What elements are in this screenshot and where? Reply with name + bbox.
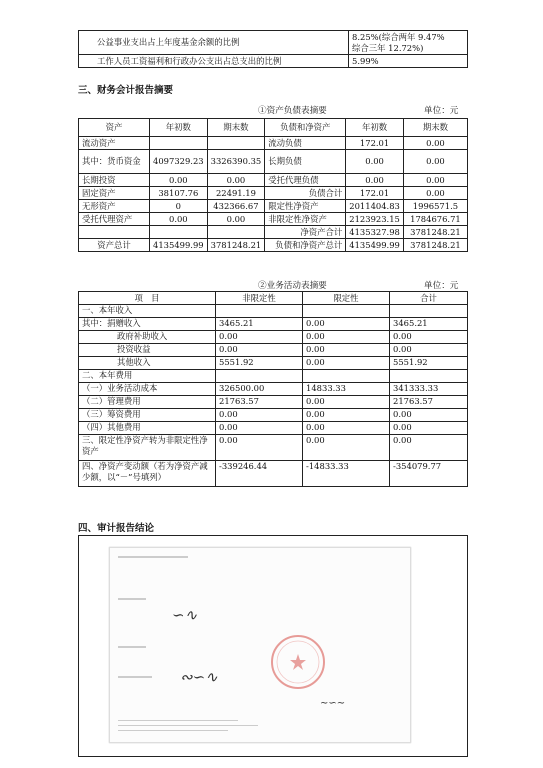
table-cell: 0.00: [207, 174, 265, 187]
table-cell: 38107.76: [150, 187, 208, 200]
column-header: 期末数: [207, 119, 265, 137]
table-cell: [79, 226, 150, 239]
table-cell: 326500.00: [216, 383, 303, 396]
table-row: [79, 174, 468, 187]
table-row: [79, 435, 468, 461]
table-row: [79, 396, 468, 409]
balance-sheet-table: [78, 118, 468, 252]
table-cell: 0.00: [303, 435, 390, 461]
signature-image: ∽∿: [172, 606, 198, 624]
column-header: 负债和净资产: [265, 119, 346, 137]
table-row: [79, 422, 468, 435]
audit-report-image: [78, 535, 468, 757]
table-cell: 受托代理资产: [79, 213, 150, 226]
table-cell: 0.00: [150, 174, 208, 187]
ratio-label: 公益事业支出占上年度基金余额的比例: [79, 31, 349, 55]
table-row: [79, 239, 468, 252]
table-cell: 3326390.35: [207, 150, 265, 174]
table-row: [79, 409, 468, 422]
table-cell: 0.00: [390, 422, 468, 435]
column-header: 合计: [390, 292, 468, 305]
table-cell: 0.00: [216, 331, 303, 344]
table-cell: 5551.92: [390, 357, 468, 370]
table-cell: [150, 226, 208, 239]
ratio-label: 工作人员工资福利和行政办公支出占总支出的比例: [79, 55, 349, 68]
table-cell: 341333.33: [390, 383, 468, 396]
table-cell: 0.00: [390, 344, 468, 357]
table-cell: 2011404.83: [346, 200, 404, 213]
table-row: [79, 137, 468, 150]
table-cell: [207, 137, 265, 150]
table-row: [79, 213, 468, 226]
table-cell: 四、净资产变动额（若为净资产减少额，以“－”号填列）: [79, 461, 216, 487]
table-cell: 21763.57: [390, 396, 468, 409]
ratio-value-line: 8.25%(综合两年 9.47%: [352, 31, 445, 42]
table-cell: 0.00: [390, 331, 468, 344]
column-header: 项 目: [79, 292, 216, 305]
table-cell: [150, 137, 208, 150]
table-cell: 22491.19: [207, 187, 265, 200]
table-cell: 4135327.98: [346, 226, 404, 239]
ratio-row: [79, 31, 468, 55]
table-caption: ①资产负债表摘要: [258, 106, 327, 116]
table-cell: 限定性净资产: [265, 200, 346, 213]
table-cell: 三、限定性净资产转为非限定性净资产: [79, 435, 216, 461]
table-cell: [207, 226, 265, 239]
table-cell: 4097329.23: [150, 150, 208, 174]
table-row: [79, 331, 468, 344]
table-cell: 无形资产: [79, 200, 150, 213]
table-cell: [216, 370, 303, 383]
date-handwriting-image: ∼∽∼: [320, 698, 346, 709]
table-cell: -354079.77: [390, 461, 468, 487]
table-cell: 0.00: [403, 174, 467, 187]
table-cell: 0.00: [403, 137, 467, 150]
table-row: [79, 226, 468, 239]
table-cell: 负债合计: [265, 187, 346, 200]
table-row: [79, 370, 468, 383]
table-cell: 流动负债: [265, 137, 346, 150]
table-cell: 3465.21: [216, 318, 303, 331]
scanned-audit-page: [109, 547, 411, 743]
section-title: 四、审计报告结论: [78, 523, 155, 534]
table-cell: 1996571.5: [403, 200, 467, 213]
column-header: 限定性: [303, 292, 390, 305]
table-cell: 0.00: [216, 435, 303, 461]
table-cell: 流动资产: [79, 137, 150, 150]
table-row: [79, 383, 468, 396]
table-cell: 0.00: [346, 150, 404, 174]
table-cell: 0.00: [390, 409, 468, 422]
table-cell: 3781248.21: [403, 226, 467, 239]
table-cell: 0.00: [303, 409, 390, 422]
table-header-row: [79, 292, 468, 305]
table-cell: 0.00: [303, 318, 390, 331]
table-cell: （二）管理费用: [79, 396, 216, 409]
table-row: [79, 187, 468, 200]
table-cell: 长期负债: [265, 150, 346, 174]
activity-table: [78, 291, 468, 487]
table-cell: [390, 370, 468, 383]
table-cell: （一）业务活动成本: [79, 383, 216, 396]
table-cell: 0.00: [150, 213, 208, 226]
table-cell: 其他收入: [79, 357, 216, 370]
table-cell: 0.00: [216, 409, 303, 422]
table-cell: 0.00: [403, 150, 467, 174]
section-title: 三、财务会计报告摘要: [78, 85, 174, 96]
table-cell: [303, 305, 390, 318]
table-cell: 0.00: [303, 422, 390, 435]
table-cell: 0.00: [207, 213, 265, 226]
table-row: [79, 305, 468, 318]
official-seal-image: [268, 632, 328, 692]
table-cell: 0: [150, 200, 208, 213]
table-cell: 4135499.99: [150, 239, 208, 252]
table-cell: 非限定性净资产: [265, 213, 346, 226]
table-cell: 0.00: [303, 344, 390, 357]
table-cell: 0.00: [303, 396, 390, 409]
column-header: 非限定性: [216, 292, 303, 305]
table-cell: 0.00: [216, 422, 303, 435]
ratio-value: 5.99%: [349, 55, 468, 68]
column-header: 年初数: [346, 119, 404, 137]
table-cell: 0.00: [303, 331, 390, 344]
table-cell: 其中：货币资金: [79, 150, 150, 174]
table-cell: 负债和净资产总计: [265, 239, 346, 252]
table-cell: 0.00: [303, 357, 390, 370]
table-cell: 净资产合计: [265, 226, 346, 239]
table-cell: [216, 305, 303, 318]
table-cell: 3465.21: [390, 318, 468, 331]
table-cell: 二、本年费用: [79, 370, 216, 383]
table-row: [79, 357, 468, 370]
column-header: 资产: [79, 119, 150, 137]
table-cell: 受托代理负债: [265, 174, 346, 187]
table-cell: 21763.57: [216, 396, 303, 409]
table-cell: 0.00: [390, 435, 468, 461]
table-cell: 0.00: [403, 187, 467, 200]
table-cell: 4135499.99: [346, 239, 404, 252]
table-cell: 432366.67: [207, 200, 265, 213]
table-cell: 5551.92: [216, 357, 303, 370]
table-cell: 172.01: [346, 187, 404, 200]
table-unit: 单位：元: [424, 106, 459, 116]
ratio-row: [79, 55, 468, 68]
table-cell: 固定资产: [79, 187, 150, 200]
table-cell: 14833.33: [303, 383, 390, 396]
table-unit: 单位：元: [424, 281, 459, 291]
table-cell: [303, 370, 390, 383]
table-row: [79, 150, 468, 174]
table-cell: 0.00: [216, 344, 303, 357]
table-row: [79, 318, 468, 331]
table-cell: 资产总计: [79, 239, 150, 252]
table-cell: 3781248.21: [403, 239, 467, 252]
table-caption: ②业务活动表摘要: [258, 281, 327, 291]
table-row: [79, 461, 468, 487]
table-cell: （四）其他费用: [79, 422, 216, 435]
table-cell: 3781248.21: [207, 239, 265, 252]
table-cell: [390, 305, 468, 318]
table-cell: -14833.33: [303, 461, 390, 487]
table-cell: 172.01: [346, 137, 404, 150]
table-cell: （三）筹资费用: [79, 409, 216, 422]
table-cell: 1784676.71: [403, 213, 467, 226]
ratio-table: [78, 30, 468, 68]
table-header-row: [79, 119, 468, 137]
signature-image: ∾∽∿: [180, 668, 218, 686]
table-cell: 投资收益: [79, 344, 216, 357]
table-cell: 政府补助收入: [79, 331, 216, 344]
table-row: [79, 200, 468, 213]
table-cell: 长期投资: [79, 174, 150, 187]
column-header: 年初数: [150, 119, 208, 137]
table-cell: 其中：捐赠收入: [79, 318, 216, 331]
table-cell: -339246.44: [216, 461, 303, 487]
table-row: [79, 344, 468, 357]
table-cell: 2123923.15: [346, 213, 404, 226]
column-header: 期末数: [403, 119, 467, 137]
table-cell: 0.00: [346, 174, 404, 187]
ratio-value-line: 综合三年 12.72%): [352, 42, 424, 53]
ratio-value: [349, 31, 468, 55]
table-cell: 一、本年收入: [79, 305, 216, 318]
